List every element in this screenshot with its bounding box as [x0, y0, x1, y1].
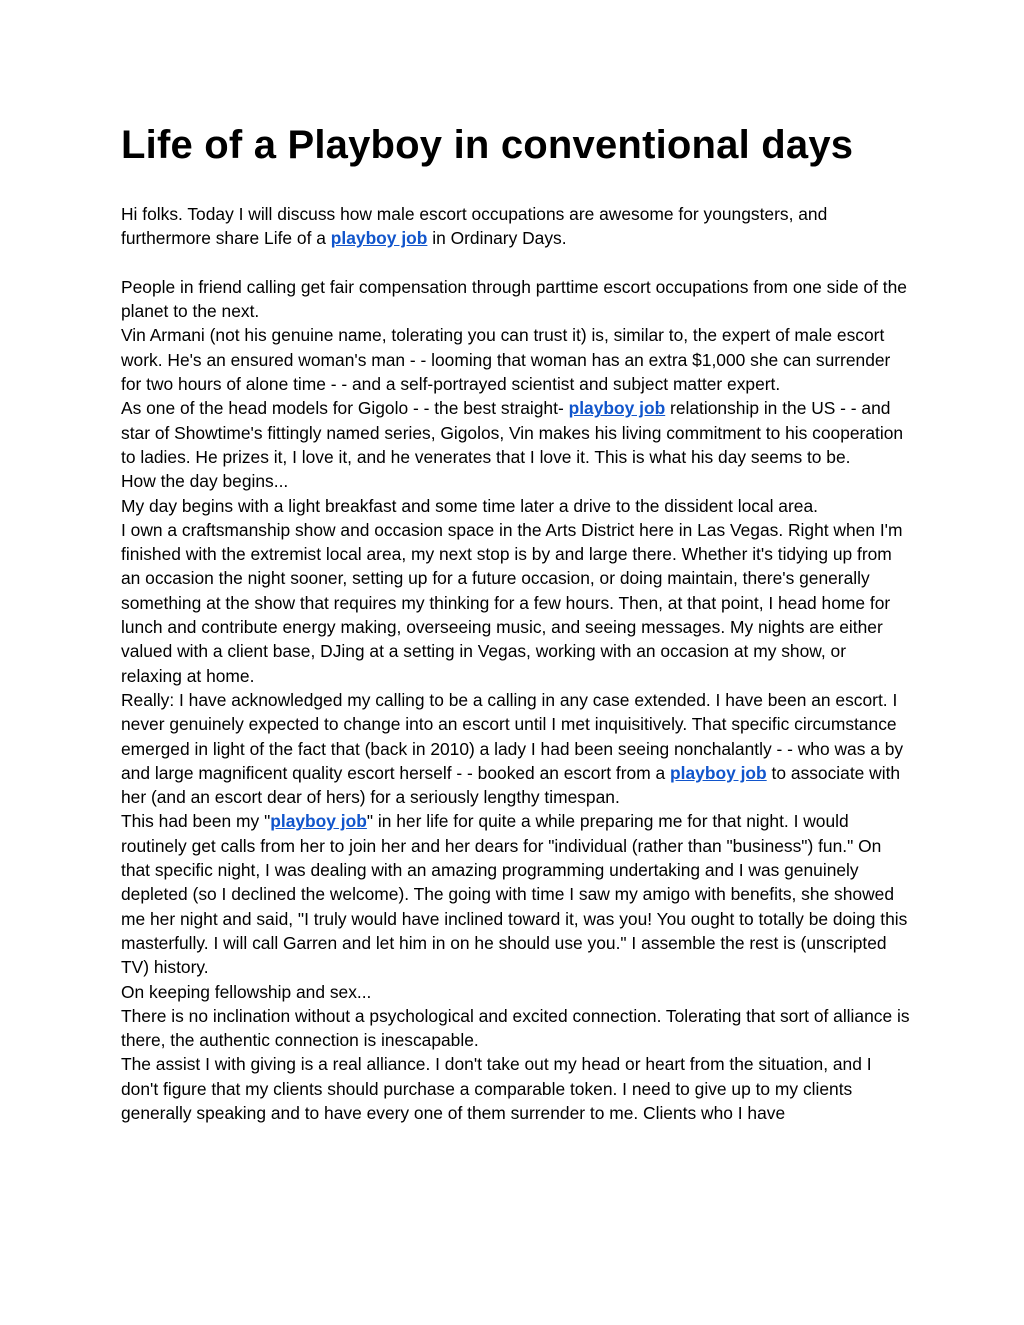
paragraph-gigolo — [121, 396, 911, 469]
playboy-job-link-1[interactable]: playboy job — [330, 228, 428, 249]
document-page — [121, 122, 911, 1125]
paragraph-compensation: People in friend calling get fair compensation through parttime escort occupations from one side of the planet to the next. — [121, 276, 907, 322]
paragraph-gap — [121, 251, 911, 275]
p8-text-after: " in her life for quite a while preparing me for that night. I would routinely get calls from her to join her and her dears for "individual (rather than "business") fun." On that specific night, I was dealing with an amazing programming undertaking and I was genuinely depleted (so I declined the welcome). The going with time I saw my amigo with benefits, she showed me her night and said, "I truly would have inclined toward it, was you! You ought to totally be doing this masterfully. I will call Garren and let him in on he should use you." I assemble the rest is (unscripted TV) history. — [121, 811, 908, 978]
playboy-job-link-2[interactable]: playboy job — [568, 398, 666, 419]
paragraph-vin-armani: Vin Armani (not his genuine name, tolerating you can trust it) is, similar to, the expert of male escort work. He's an ensured woman's man - - looming that woman has an extra $1,000 she can surrender for two hours of alone time - - and a self-portrayed scientist and subject matter expert. — [121, 325, 891, 395]
playboy-job-link-3[interactable]: playboy job — [670, 762, 767, 783]
heading-fellowship: On keeping fellowship and sex... — [121, 981, 372, 1002]
article-body — [121, 202, 911, 1125]
p8-text-before: This had been my " — [121, 811, 271, 832]
page-title: Life of a Playboy in conventional days — [121, 123, 854, 167]
p3-text-before: As one of the head models for Gigolo - - the best straight- — [121, 398, 569, 419]
paragraph-connection: There is no inclination without a psychological and excited connection. Tolerating that sort of alliance is there, the authentic connection is inescapable. — [121, 1005, 910, 1051]
playboy-job-link-4[interactable]: playboy job — [270, 811, 367, 832]
intro-text-before: Hi folks. Today I will discuss how male escort occupations are awesome for youngsters, and furthermore share Life of a — [121, 204, 828, 249]
paragraph-alliance: The assist I with giving is a real alliance. I don't take out my head or heart from the situation, and I don't figure that my clients should purchase a comparable token. I need to give up to my clients generally speaking and to have every one of them surrender to me. Clients who I have — [121, 1054, 872, 1123]
heading-day-begins: How the day begins... — [121, 471, 289, 492]
paragraph-calling — [121, 688, 911, 809]
paragraph-breakfast: My day begins with a light breakfast and some time later a drive to the dissident local area. — [121, 495, 818, 516]
p7-text-before: Really: I have acknowledged my calling to be a calling in any case extended. I have been an escort. I never genuinely expected to change into an escort until I met inquisitively. That specific circumstance emerged in light of the fact that (back in 2010) a lady I had been seeing nonchalantly - - who was a by and large magnificent quality escort herself - - booked an escort from a — [121, 689, 904, 783]
p3-text-after: relationship in the US - - and star of Showtime's fittingly named series, Gigolos, Vin makes his living commitment to his cooperation to ladies. He prizes it, I love it, and he venerates that I love it. This is what his day seems to be. — [121, 398, 904, 467]
p7-text-after: to associate with her (and an escort dear of hers) for a seriously lengthy timespan. — [121, 762, 901, 808]
paragraph-history — [121, 809, 911, 979]
paragraph-arts-district: I own a craftsmanship show and occasion space in the Arts District here in Las Vegas. Right when I'm finished with the extremist local area, my next stop is by and large there. Whether it's tidying up from an occasion the night sooner, setting up for a future occasion, or doing maintain, there's generally something at the show that requires my thinking for a few hours. Then, at that point, I head home for lunch and contribute energy making, overseeing music, and seeing messages. My nights are either valued with a client base, DJing at a setting in Vegas, working with an occasion at my show, or relaxing at home. — [121, 519, 903, 686]
intro-text-after: in Ordinary Days. — [427, 228, 567, 249]
intro-paragraph — [121, 202, 911, 251]
